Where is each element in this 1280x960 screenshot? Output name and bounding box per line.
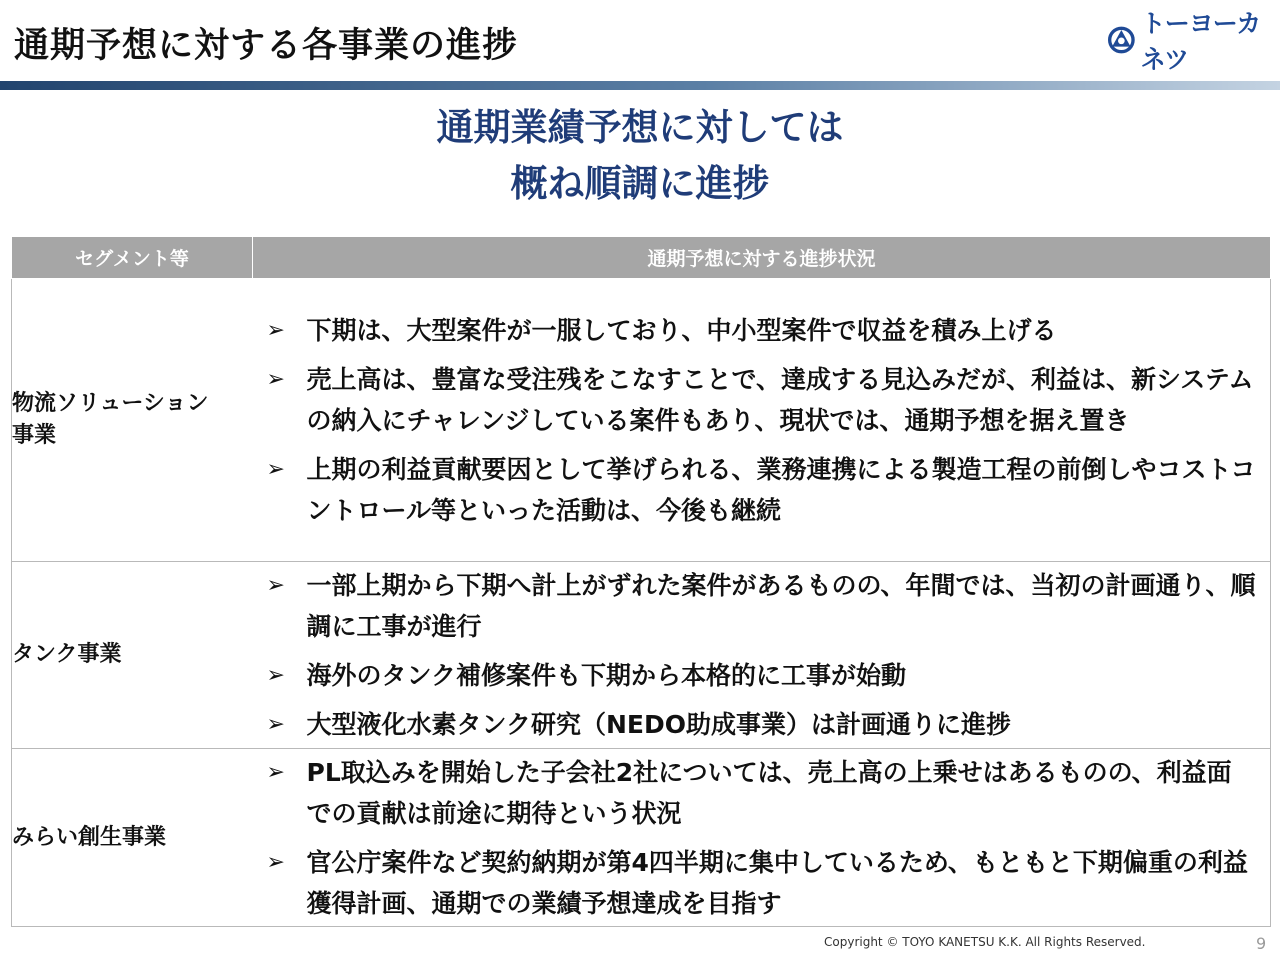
segment-name-line-1: みらい創生事業 [12,824,167,850]
headline-line-1: 通期業績予想に対しては [436,106,844,149]
progress-table [11,236,1271,927]
list-item [253,449,1257,531]
arrow-bullet-icon: ➢ [266,456,285,482]
bullet-list [253,752,1271,924]
arrow-bullet-icon: ➢ [266,366,285,392]
company-logo [1108,9,1280,74]
table-header-row [12,237,1271,279]
bullet-text: 一部上期から下期へ計上がずれた案件があるものの、年間では、当初の計画通り、順調に工事が進行 [306,571,1256,641]
progress-cell [253,279,1271,562]
column-header-segment: セグメント等 [12,237,253,279]
list-item [253,359,1257,441]
list-item [253,565,1257,647]
bullet-text: PL取込みを開始した子会社2社については、売上高の上乗せはあるものの、利益面での貢献は前途に期待という状況 [306,757,1232,828]
bullet-list [253,310,1271,531]
bullet-list [253,565,1271,745]
copyright-text: Copyright © TOYO KANETSU K.K. All Rights Reserved. [824,935,1146,949]
arrow-bullet-icon: ➢ [266,849,285,875]
list-item [253,310,1257,351]
logo-text: トーヨーカネツ [1140,9,1261,74]
list-item [253,655,1257,696]
table-row-tank [12,562,1271,749]
arrow-bullet-icon: ➢ [266,712,285,737]
bullet-text: 下期は、大型案件が一服しており、中小型案件で収益を積み上げる [306,315,1057,345]
column-header-progress: 通期予想に対する進捗状況 [253,237,1271,279]
segment-name-line-2: 事業 [12,423,57,448]
logo-mark-icon [1108,24,1135,56]
list-item [253,704,1257,745]
bullet-text: 官公庁案件など契約納期が第4四半期に集中しているため、もともと下期偏重の利益獲得計画、通期での業績予想達成を目指す [306,847,1248,918]
progress-cell [253,562,1271,749]
list-item [253,842,1257,924]
segment-cell [12,749,253,927]
bullet-text: 海外のタンク補修案件も下期から本格的に工事が始動 [306,661,907,690]
list-item [253,752,1257,834]
segment-cell [12,562,253,749]
bullet-text: 大型液化水素タンク研究（NEDO助成事業）は計画通りに進捗 [306,710,1012,739]
segment-name-line-1: タンク事業 [12,642,122,667]
headline-line-2: 概ね順調に進捗 [510,162,770,205]
bullet-text: 上期の利益貢献要因として挙げられる、業務連携による製造工程の前倒しやコストコントロール等といった活動は、今後も継続 [306,454,1256,525]
segment-cell [12,279,253,562]
arrow-bullet-icon: ➢ [266,759,285,785]
table-row-logistics [12,279,1271,562]
bullet-text: 売上高は、豊富な受注残をこなすことで、達成する見込みだが、利益は、新システムの納入にチャレンジしている案件もあり、現状では、通期予想を据え置き [306,364,1254,435]
arrow-bullet-icon: ➢ [266,663,285,688]
progress-cell [253,749,1271,927]
slide-title: 通期予想に対する各事業の進捗 [14,26,519,66]
title-divider-bar [0,81,1280,90]
page-number: 9 [1256,934,1267,953]
segment-name-line-1: 物流ソリューション [12,391,209,416]
arrow-bullet-icon: ➢ [266,317,285,343]
table-row-mirai [12,749,1271,927]
arrow-bullet-icon: ➢ [266,573,285,598]
headline [0,100,1280,212]
